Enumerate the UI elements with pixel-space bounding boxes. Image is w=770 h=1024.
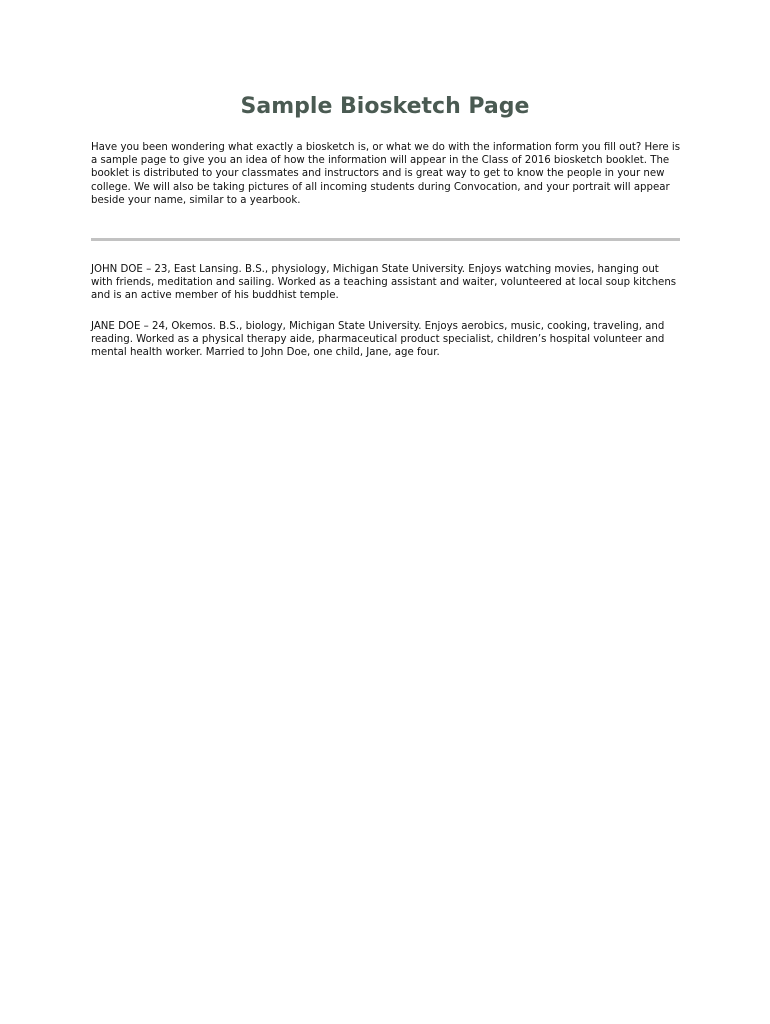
biosketch-entry-jane-doe: JANE DOE – 24, Okemos. B.S., biology, Michigan State University. Enjoys aerobics, music, cooking, traveling, and reading. Worked as a physical therapy aide, pharmaceutical product specialist, children’s hospital volunteer and mental health worker. Married to John Doe, one child, Jane, age four. [91, 321, 665, 359]
divider-rule [91, 238, 680, 241]
intro-paragraph: Have you been wondering what exactly a biosketch is, or what we do with the information form you fill out? Here is a sample page to give you an idea of how the information will appear in the Class of 2016 biosketch booklet. The booklet is distributed to your classmates and instructors and is great way to get to know the people in your new college. We will also be taking pictures of all incoming students during Convocation, and your portrait will appear beside your name, similar to a yearbook. [91, 142, 681, 206]
page-title: Sample Biosketch Page [240, 94, 530, 119]
biosketch-entry-john-doe: JOHN DOE – 23, East Lansing. B.S., physiology, Michigan State University. Enjoys watching movies, hanging out with friends, meditation and sailing. Worked as a teaching assistant and waiter, volunteered at local soup kitchens and is an active member of his buddhist temple. [91, 264, 677, 302]
